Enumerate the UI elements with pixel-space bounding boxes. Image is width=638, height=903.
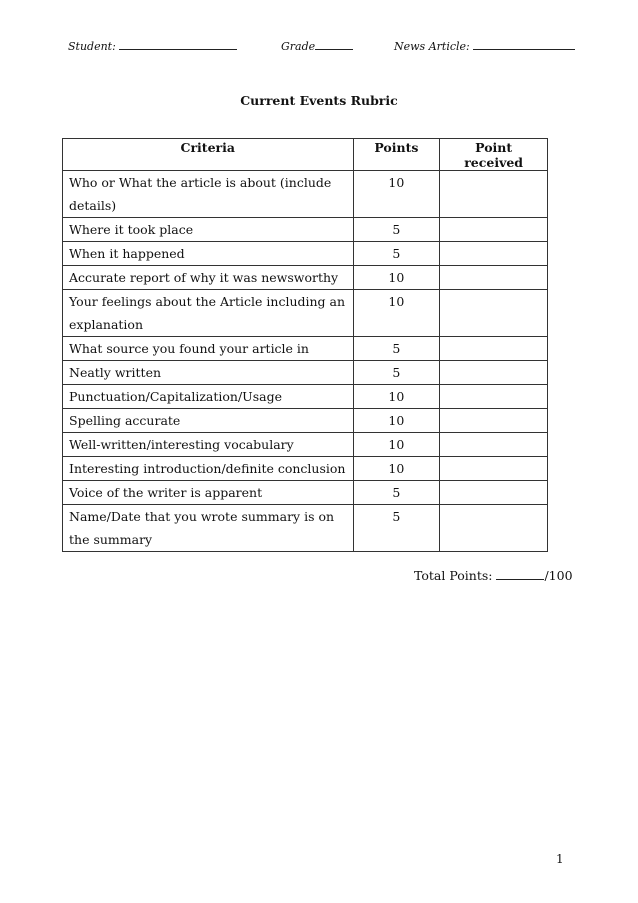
student-blank[interactable] — [119, 38, 237, 50]
total-points — [414, 568, 573, 583]
criteria-cell: Well-written/interesting vocabulary — [63, 433, 354, 457]
table-row — [63, 266, 548, 290]
points-cell: 5 — [353, 361, 440, 385]
table-row — [63, 385, 548, 409]
student-label: Student: — [68, 40, 116, 53]
criteria-cell: What source you found your article in — [63, 337, 354, 361]
column-header-point-received: Point received — [440, 139, 548, 171]
table-row — [63, 290, 548, 337]
news-article-label: News Article: — [394, 40, 470, 53]
points-cell: 5 — [353, 242, 440, 266]
point-received-cell[interactable] — [440, 505, 548, 552]
points-cell: 10 — [353, 409, 440, 433]
total-points-label: Total Points: — [414, 568, 493, 583]
criteria-cell: Interesting introduction/definite conclusion — [63, 457, 354, 481]
column-header-criteria: Criteria — [63, 139, 354, 171]
total-points-blank[interactable] — [496, 569, 544, 580]
table-row — [63, 171, 548, 218]
points-cell: 10 — [353, 457, 440, 481]
points-cell: 10 — [353, 433, 440, 457]
table-row — [63, 481, 548, 505]
news-article-blank[interactable] — [473, 38, 575, 50]
grade-label: Grade — [281, 40, 316, 53]
criteria-cell: Where it took place — [63, 218, 354, 242]
student-field — [68, 38, 237, 53]
points-cell: 5 — [353, 505, 440, 552]
points-cell: 10 — [353, 171, 440, 218]
rubric-table — [62, 138, 548, 552]
table-row — [63, 433, 548, 457]
point-received-cell[interactable] — [440, 361, 548, 385]
point-received-cell[interactable] — [440, 409, 548, 433]
points-cell: 5 — [353, 337, 440, 361]
point-received-cell[interactable] — [440, 218, 548, 242]
points-cell: 10 — [353, 266, 440, 290]
table-row — [63, 409, 548, 433]
point-received-cell[interactable] — [440, 242, 548, 266]
point-received-cell[interactable] — [440, 481, 548, 505]
point-received-cell[interactable] — [440, 385, 548, 409]
point-received-cell[interactable] — [440, 290, 548, 337]
header-fields — [0, 38, 638, 54]
points-cell: 10 — [353, 290, 440, 337]
page-title: Current Events Rubric — [240, 93, 398, 108]
point-received-cell[interactable] — [440, 337, 548, 361]
criteria-cell: Who or What the article is about (include details) — [63, 171, 354, 218]
points-cell: 5 — [353, 218, 440, 242]
table-row — [63, 505, 548, 552]
point-received-cell[interactable] — [440, 433, 548, 457]
criteria-cell: Accurate report of why it was newsworthy — [63, 266, 354, 290]
criteria-cell: Neatly written — [63, 361, 354, 385]
point-received-cell[interactable] — [440, 457, 548, 481]
point-received-cell[interactable] — [440, 266, 548, 290]
criteria-cell: Spelling accurate — [63, 409, 354, 433]
criteria-cell: Punctuation/Capitalization/Usage — [63, 385, 354, 409]
grade-blank[interactable] — [315, 38, 353, 50]
table-row — [63, 457, 548, 481]
criteria-cell: Your feelings about the Article including an explanation — [63, 290, 354, 337]
criteria-cell: Voice of the writer is apparent — [63, 481, 354, 505]
table-row — [63, 218, 548, 242]
table-header-row — [63, 139, 548, 171]
column-header-points: Points — [353, 139, 440, 171]
table-row — [63, 361, 548, 385]
points-cell: 10 — [353, 385, 440, 409]
total-points-max: /100 — [544, 568, 573, 583]
point-received-cell[interactable] — [440, 171, 548, 218]
points-cell: 5 — [353, 481, 440, 505]
criteria-cell: Name/Date that you wrote summary is on the summary — [63, 505, 354, 552]
table-row — [63, 242, 548, 266]
page-number: 1 — [556, 852, 564, 866]
grade-field — [281, 38, 353, 53]
criteria-cell: When it happened — [63, 242, 354, 266]
news-article-field — [394, 38, 575, 53]
table-row — [63, 337, 548, 361]
